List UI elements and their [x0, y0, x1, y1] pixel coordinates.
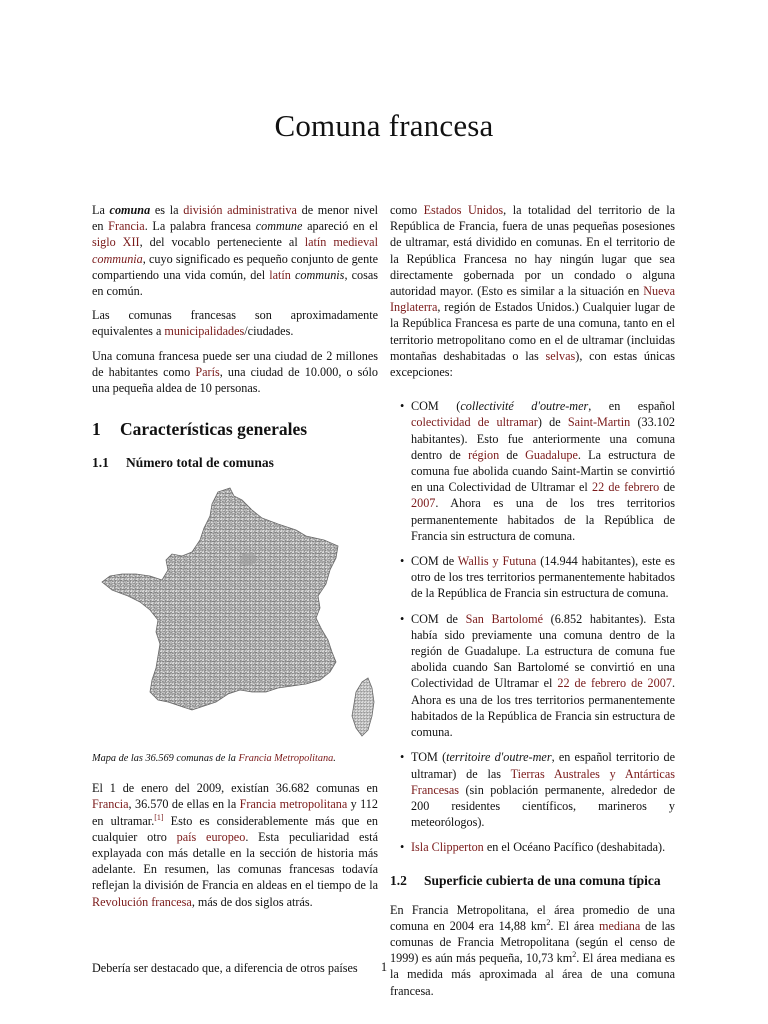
superscript: 2 — [546, 917, 551, 927]
link-paris[interactable]: París — [195, 364, 220, 379]
text: de menor nivel en — [92, 203, 379, 234]
text: . La estructura de comuna fue abolida cuando Saint-Martin se convirtió en una Colectividad de Ultramar el — [411, 447, 675, 495]
term-commune: commune — [255, 219, 303, 234]
left-column — [92, 202, 378, 984]
link-selvas[interactable]: selvas — [545, 348, 576, 363]
text: es la — [150, 203, 184, 217]
link-san-bartolome[interactable]: San Bartolomé — [465, 611, 544, 626]
link-municipalidades[interactable]: municipalidades — [164, 324, 245, 339]
corsica-shape — [352, 678, 374, 736]
text: El 1 de enero del 2009, existían 36.682 comunas en — [92, 781, 378, 796]
bullet-icon: • — [400, 750, 405, 765]
link-22-de-febrero-de-2007[interactable]: 22 de febrero de 2007 — [557, 676, 672, 691]
link-mediana[interactable]: mediana — [599, 918, 641, 933]
text: (14.944 habitantes), este es otro de los tres territorios permanentemente habitados de la República de Francia sin estructura de comuna. — [411, 554, 675, 601]
section-heading-1 — [92, 418, 378, 440]
link-pais-europeo[interactable]: país europeo — [176, 829, 246, 844]
list-item — [390, 839, 675, 855]
link-latin[interactable]: latín — [269, 267, 291, 282]
intro-paragraph-2 — [92, 307, 378, 339]
link-communia[interactable] — [92, 252, 143, 266]
france-communes-map[interactable] — [92, 484, 378, 746]
text: , cuyo significado es pequeño conjunto de gente compartiendo una vida común, del — [92, 251, 378, 282]
link-division-administrativa[interactable]: división administrativa — [183, 203, 297, 217]
text: . El área mediana es la medida más aproximada al área de una comuna francesa. — [390, 951, 675, 998]
text: , 36.570 de ellas en la — [128, 797, 240, 812]
text: (33.102 habitantes). Esto fue anteriormente una comuna dentro de — [411, 415, 676, 462]
term-comuna: comuna — [109, 203, 151, 217]
text: , la totalidad del territorio de la República de Francia, fuera de unas pequeñas posesiones de ultramar, está dividido en comunas. En el territorio de la República Francesa no hay ningún lugar que sea directamente gobernada por un condado o alguna autoridad mayor. (Esto es similar a la situación en — [390, 203, 676, 299]
text: (sin población permanente, alrededor de 200 residentes científicos, marineros y meteorólogos). — [411, 782, 675, 830]
page-title: Comuna francesa — [274, 108, 494, 143]
subsection-title: Número total de comunas — [126, 455, 274, 471]
list-item — [390, 398, 675, 544]
exceptions-list — [390, 398, 675, 855]
link-saint-martin[interactable]: Saint-Martin — [567, 415, 631, 430]
link-guadalupe[interactable]: Guadalupe — [525, 447, 578, 462]
surface-paragraph — [390, 902, 675, 999]
text: de las comunas de Francia Metropolitana (según el censo de 1999) es aún más pequeña, 10,73 km — [390, 918, 675, 966]
link-estados-unidos[interactable]: Estados Unidos — [423, 203, 504, 217]
subsection-heading-1-1 — [92, 454, 378, 472]
superscript: 2 — [572, 950, 577, 960]
subsection-title: Superficie cubierta de una comuna típica — [424, 872, 661, 888]
text: Esto es considerablemente más que en cualquier otro — [92, 813, 378, 844]
bullet-icon: • — [400, 554, 405, 569]
text: Una comuna francesa puede ser una ciudad de 2 millones de habitantes como — [92, 348, 378, 379]
term: collectivité d'outre-mer — [460, 399, 589, 414]
section-title: Características generales — [120, 419, 308, 440]
link-revolucion-francesa[interactable]: Revolución francesa — [92, 894, 192, 909]
subsection-number: 1.2 — [390, 872, 407, 888]
link-latin-medieval[interactable]: latín medieval — [304, 235, 378, 250]
text: y 112 en ultramar. — [92, 797, 378, 828]
page-number: 1 — [380, 960, 388, 974]
link-nueva-inglaterra[interactable]: Nueva Inglaterra — [390, 284, 675, 315]
link-wallis-y-futuna[interactable]: Wallis y Futuna — [457, 554, 537, 569]
text: COM de — [411, 611, 466, 626]
list-item — [390, 553, 675, 602]
text: (6.852 habitantes). Esta había sido previamente una comuna dentro de la región de Guadalupe. La estructura de comuna fue abolida cuando San Bartolomé se convirtió en una Colectividad de Ultramar el — [411, 611, 675, 691]
text: apareció en el — [302, 219, 378, 234]
text: como — [390, 203, 424, 217]
text: COM de — [411, 554, 458, 569]
text: ) de — [537, 415, 568, 430]
text: en el Océano Pacífico (deshabitada). — [483, 840, 666, 855]
right-column — [390, 202, 675, 1007]
text: ), con estas únicas excepciones: — [390, 348, 675, 380]
term-communis: communis — [295, 267, 345, 282]
text: , cosas en común. — [92, 267, 378, 299]
reference-1[interactable]: [1] — [154, 812, 164, 822]
text: Las comunas francesas son aproximadamente equivalentes a — [92, 308, 378, 339]
intro-paragraph-3 — [92, 348, 378, 397]
text: . La palabra francesa — [144, 219, 256, 234]
bullet-icon: • — [400, 840, 405, 855]
paragraph-deberia: Debería ser destacado que, a diferencia de otros países — [92, 960, 358, 975]
term: territoire d'outre-mer — [446, 750, 552, 765]
text: , del vocablo perteneciente al — [139, 235, 305, 250]
text: , en español territorio de ultramar) de las — [411, 750, 676, 781]
link-siglo-xii[interactable]: siglo XII — [92, 235, 140, 250]
link-francia[interactable]: Francia — [108, 219, 145, 234]
text: , región de Estados Unidos.) Cualquier lugar de la República Francesa es parte de una comuna, tanto en el territorio metropolitano como en el de ultramar (incluidas montañas deshabitadas o las — [390, 300, 675, 363]
list-item — [390, 611, 675, 741]
link-francia-2[interactable]: Francia — [92, 797, 129, 812]
text: , en español — [588, 399, 675, 414]
text: COM ( — [411, 399, 461, 414]
text: Mapa de las 36.569 comunas de la — [92, 753, 239, 765]
text: /ciudades. — [244, 324, 294, 339]
section-number: 1 — [92, 419, 101, 440]
territory-paragraph — [390, 202, 675, 380]
link-region[interactable]: région — [468, 447, 500, 462]
text: . — [333, 753, 336, 765]
link-colectividad-de-ultramar[interactable]: colectividad de ultramar — [411, 415, 538, 430]
term-communia: communia — [92, 251, 143, 266]
link-francia-metropolitana[interactable]: Francia metropolitana — [239, 797, 348, 812]
france-mesh-overlay — [102, 488, 338, 710]
text: La — [92, 203, 110, 217]
intro-paragraph-1 — [92, 202, 378, 299]
map-caption — [92, 752, 378, 766]
text: . Ahora es una de los tres territorios permanentemente habitados de la República de Francia sin estructura de comuna. — [411, 676, 675, 740]
link-tierras-australes[interactable]: Tierras Australes y Antárticas Francesas — [411, 766, 675, 797]
subsection-number: 1.1 — [92, 455, 109, 471]
link-isla-clipperton[interactable]: Isla Clipperton — [411, 840, 484, 855]
text: de — [499, 447, 526, 462]
text: . El área — [550, 918, 600, 933]
column-spacer — [92, 918, 378, 960]
text: , más de dos siglos atrás. — [191, 894, 313, 909]
communes-count-paragraph — [92, 780, 378, 910]
link-2007[interactable]: 2007 — [411, 496, 436, 511]
text: . Esta peculiaridad está explayada con más detalle en la sección de historia más adelante. En resumen, las comunas francesas todavía reflejan la división de Francia en aldeas en el tiempo de la — [92, 829, 378, 893]
link-22-de-febrero[interactable]: 22 de febrero — [591, 480, 660, 495]
bullet-icon: • — [400, 399, 405, 414]
text: , una ciudad de 10.000, o sólo una pequeña aldea de 10 personas. — [92, 364, 379, 396]
bullet-icon: • — [400, 611, 405, 626]
france-communes-map-figure — [92, 484, 378, 766]
subsection-heading-1-2 — [390, 872, 675, 890]
text: de — [659, 480, 675, 495]
text: En Francia Metropolitana, el área promedio de una comuna en 2004 era 14,88 km — [390, 902, 675, 933]
text: TOM ( — [411, 750, 447, 765]
list-item — [390, 749, 675, 830]
text: . Ahora es una de los tres territorios permanentemente habitados de la República de Francia sin estructura de comuna. — [411, 496, 675, 543]
link-francia-metropolitana-caption[interactable]: Francia Metropolitana — [238, 753, 334, 765]
